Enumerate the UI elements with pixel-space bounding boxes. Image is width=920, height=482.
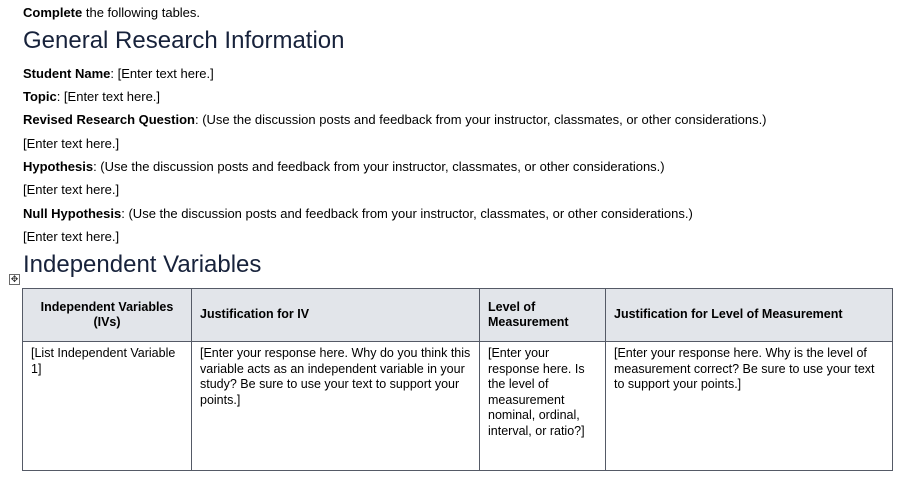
header-justification-level: Justification for Level of Measurement (606, 289, 893, 342)
null-hypothesis-label: Null Hypothesis (23, 206, 122, 221)
independent-variables-table (22, 288, 893, 471)
intro-rest: the following tables. (82, 5, 201, 20)
header-level-of-measurement: Level of Measurement (480, 289, 606, 342)
header-justification-iv: Justification for IV (192, 289, 480, 342)
table-row (23, 342, 893, 471)
topic-field[interactable]: : [Enter text here.] (56, 89, 161, 104)
hypothesis-line (23, 159, 665, 175)
revised-question-note: : (Use the discussion posts and feedback from your instructor, classmates, or other considerations.) (194, 112, 767, 127)
heading-general-research: General Research Information (23, 27, 345, 54)
cell-justification-iv-1[interactable]: [Enter your response here. Why do you think this variable acts as an independent variable in your study? Be sure to use your text to support your points.] (192, 342, 480, 471)
intro-line (23, 5, 200, 21)
table-header-row (23, 289, 893, 342)
null-hypothesis-line (23, 206, 693, 222)
null-hypothesis-note: : (Use the discussion posts and feedback from your instructor, classmates, or other considerations.) (121, 206, 693, 221)
heading-independent-variables: Independent Variables (23, 251, 262, 278)
student-name-line[interactable] (23, 66, 214, 82)
revised-question-field[interactable]: [Enter text here.] (23, 136, 120, 151)
cell-iv-1[interactable]: [List Independent Variable 1] (23, 342, 192, 471)
student-name-field[interactable]: : [Enter text here.] (110, 66, 214, 81)
cell-level-1[interactable]: [Enter your response here. Is the level of measurement nominal, ordinal, interval, or ratio?] (480, 342, 606, 471)
student-name-label: Student Name (23, 66, 111, 81)
topic-label: Topic (23, 89, 57, 104)
hypothesis-field[interactable]: [Enter text here.] (23, 182, 120, 197)
hypothesis-note: : (Use the discussion posts and feedback from your instructor, classmates, or other considerations.) (93, 159, 665, 174)
cell-justification-level-1[interactable]: [Enter your response here. Why is the level of measurement correct? Be sure to use your text to support your points.] (606, 342, 893, 471)
revised-question-line (23, 112, 767, 128)
intro-bold: Complete (23, 5, 83, 20)
table-move-handle-icon[interactable]: ✥ (10, 274, 19, 284)
header-iv: Independent Variables (IVs) (23, 289, 192, 342)
hypothesis-label: Hypothesis (23, 159, 94, 174)
topic-line[interactable] (23, 89, 160, 105)
revised-question-label: Revised Research Question (23, 112, 195, 127)
null-hypothesis-field[interactable]: [Enter text here.] (23, 229, 120, 244)
